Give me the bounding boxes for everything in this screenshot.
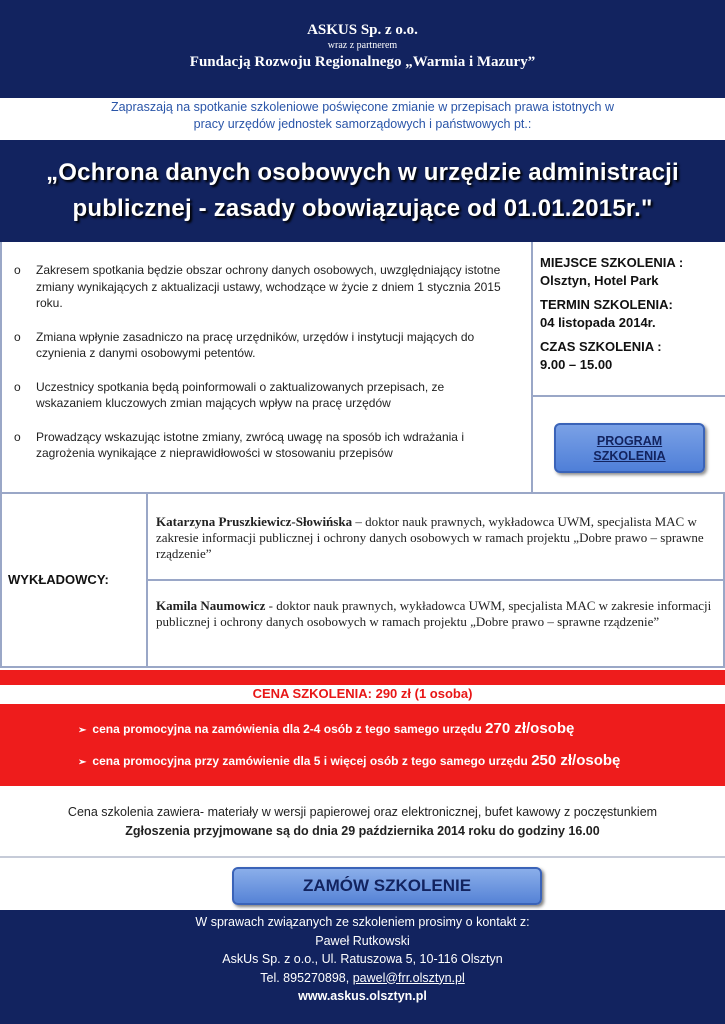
contact-name: Paweł Rutkowski [315, 933, 410, 948]
price-stripe [0, 670, 725, 685]
contact-phone-email [0, 969, 725, 988]
training-title-line-1: „Ochrona danych osobowych w urzędzie administracji [46, 159, 679, 186]
order-training-button[interactable]: ZAMÓW SZKOLENIE [232, 867, 542, 905]
bullet-text: Zakresem spotkania będzie obszar ochrony danych osobowych, uwzględniający istotne zmiany wynikających z aktualizacji ustawy, wchodzące w życie z dniem 1 stycznia 2015 roku. [36, 263, 501, 310]
promo-price: 270 zł/osobę [485, 720, 575, 737]
contact-intro: W sprawach związanych ze szkoleniem prosimy o kontakt z: [195, 915, 530, 929]
price-title: CENA SZKOLENIA: 290 zł (1 osoba) [252, 686, 473, 701]
notes-divider [0, 856, 725, 858]
email-link[interactable]: pawel@frr.olsztyn.pl [352, 970, 465, 985]
date-label: TERMIN SZKOLENIA: [540, 297, 673, 312]
header-banner [0, 0, 725, 98]
website-link[interactable]: www.askus.olsztyn.pl [298, 989, 427, 1003]
arrow-bullet-icon: ➢ [78, 725, 87, 736]
lecturer-name: Kamila Naumowicz [156, 598, 266, 613]
place-label: MIEJSCE SZKOLENIA : [540, 255, 684, 270]
date-value: 04 listopada 2014r. [540, 315, 656, 330]
circle-bullet-icon: o [14, 329, 21, 344]
bullet-text: Prowadzący wskazując istotne zmiany, zwrócą uwagę na sposób ich wdrażania i zagrożenia wynikające z nieprawidłowości w stosowaniu przepisów [36, 429, 464, 460]
promo-line-small-group [78, 720, 574, 737]
contact-phone: Tel. 895270898, [260, 970, 353, 985]
bullet-text: Uczestnicy spotkania będą poinformowali o zaktualizowanych przepisach, ze wskazaniem kluczowych zmian mających wpływ na pracę urzędów [36, 379, 445, 410]
program-panel [533, 399, 725, 492]
details-section [0, 242, 725, 494]
circle-bullet-icon: o [14, 379, 21, 394]
training-title-line-2: publicznej - zasady obowiązujące od 01.01.2015r." [72, 195, 653, 222]
contact-address: AskUs Sp. z o.o., Ul. Ratuszowa 5, 10-116 Olsztyn [222, 952, 503, 966]
place-value: Olsztyn, Hotel Park [540, 273, 659, 288]
list-item [14, 329, 511, 362]
foundation-name: Fundacją Rozwoju Regionalnego „Warmia i Mazury” [189, 54, 536, 70]
lecturer-entry [156, 598, 721, 630]
promo-text: cena promocyjna przy zamówienie dla 5 i więcej osób z tego samego urzędu [92, 754, 532, 768]
arrow-bullet-icon: ➢ [78, 757, 87, 768]
registration-deadline-note: Zgłoszenia przyjmowane są do dnia 29 października 2014 roku do godziny 16.00 [125, 824, 600, 838]
lecturer-divider [148, 579, 725, 581]
time-label: CZAS SZKOLENIA : [540, 339, 662, 354]
list-item [14, 262, 511, 312]
lecturer-name: Katarzyna Pruszkiewicz-Słowińska [156, 514, 353, 529]
lecturers-label: WYKŁADOWCY: [8, 572, 109, 587]
notes-section [0, 803, 725, 841]
title-banner [0, 140, 725, 242]
promo-line-large-group [78, 752, 620, 769]
program-button-line-2: SZKOLENIA [593, 449, 666, 463]
partner-intro: wraz z partnerem [327, 40, 398, 51]
footer-contact [0, 910, 725, 1024]
circle-bullet-icon: o [14, 263, 21, 277]
intro-line-1: Zapraszają na spotkanie szkoleniowe poświęcone zmianie w przepisach prawa istotnych w [110, 100, 615, 114]
lecturer-description: - doktor nauk prawnych, wykładowca UWM, specjalista MAC w zakresie informacji publicznej i ochrony danych osobowych w ramach projektu „Dobre prawo – sprawne rządzenie” [156, 598, 712, 629]
lecturer-description: – doktor nauk prawnych, wykładowca UWM, specjalista MAC w zakresie informacji publicznej i ochrony danych osobowych w ramach projektu „Dobre prawo – sprawne rządzenie” [156, 514, 704, 561]
promo-price-box [0, 704, 725, 786]
list-item [14, 379, 511, 412]
promo-price: 250 zł/osobę [531, 752, 621, 769]
lecturer-entry [156, 514, 721, 562]
organizer-name: ASKUS Sp. z o.o. [307, 22, 418, 38]
training-title [46, 155, 679, 227]
list-item [14, 429, 511, 462]
bullet-list [2, 242, 531, 462]
training-info-panel [533, 242, 725, 397]
time-value: 9.00 – 15.00 [540, 357, 613, 372]
price-includes-note: Cena szkolenia zawiera- materiały w wersji papierowej oraz elektronicznej, bufet kawowy z poczęstunkiem [67, 805, 658, 819]
intro-line-2: pracy urzędów jednostek samorządowych i państwowych pt.: [193, 117, 532, 131]
promo-text: cena promocyjna na zamówienia dla 2-4 osób z tego samego urzędu [92, 722, 486, 736]
bullet-list-panel [0, 242, 533, 492]
bullet-text: Zmiana wpłynie zasadniczo na pracę urzędników, urzędów i instytucji mających do czynienia z danymi osobowymi petentów. [36, 329, 475, 360]
lecturers-section [0, 494, 725, 668]
program-button-line-1: PROGRAM [596, 434, 663, 448]
lecturers-list [146, 494, 725, 666]
program-button[interactable] [554, 423, 705, 473]
intro-text [40, 99, 685, 133]
circle-bullet-icon: o [14, 429, 21, 444]
